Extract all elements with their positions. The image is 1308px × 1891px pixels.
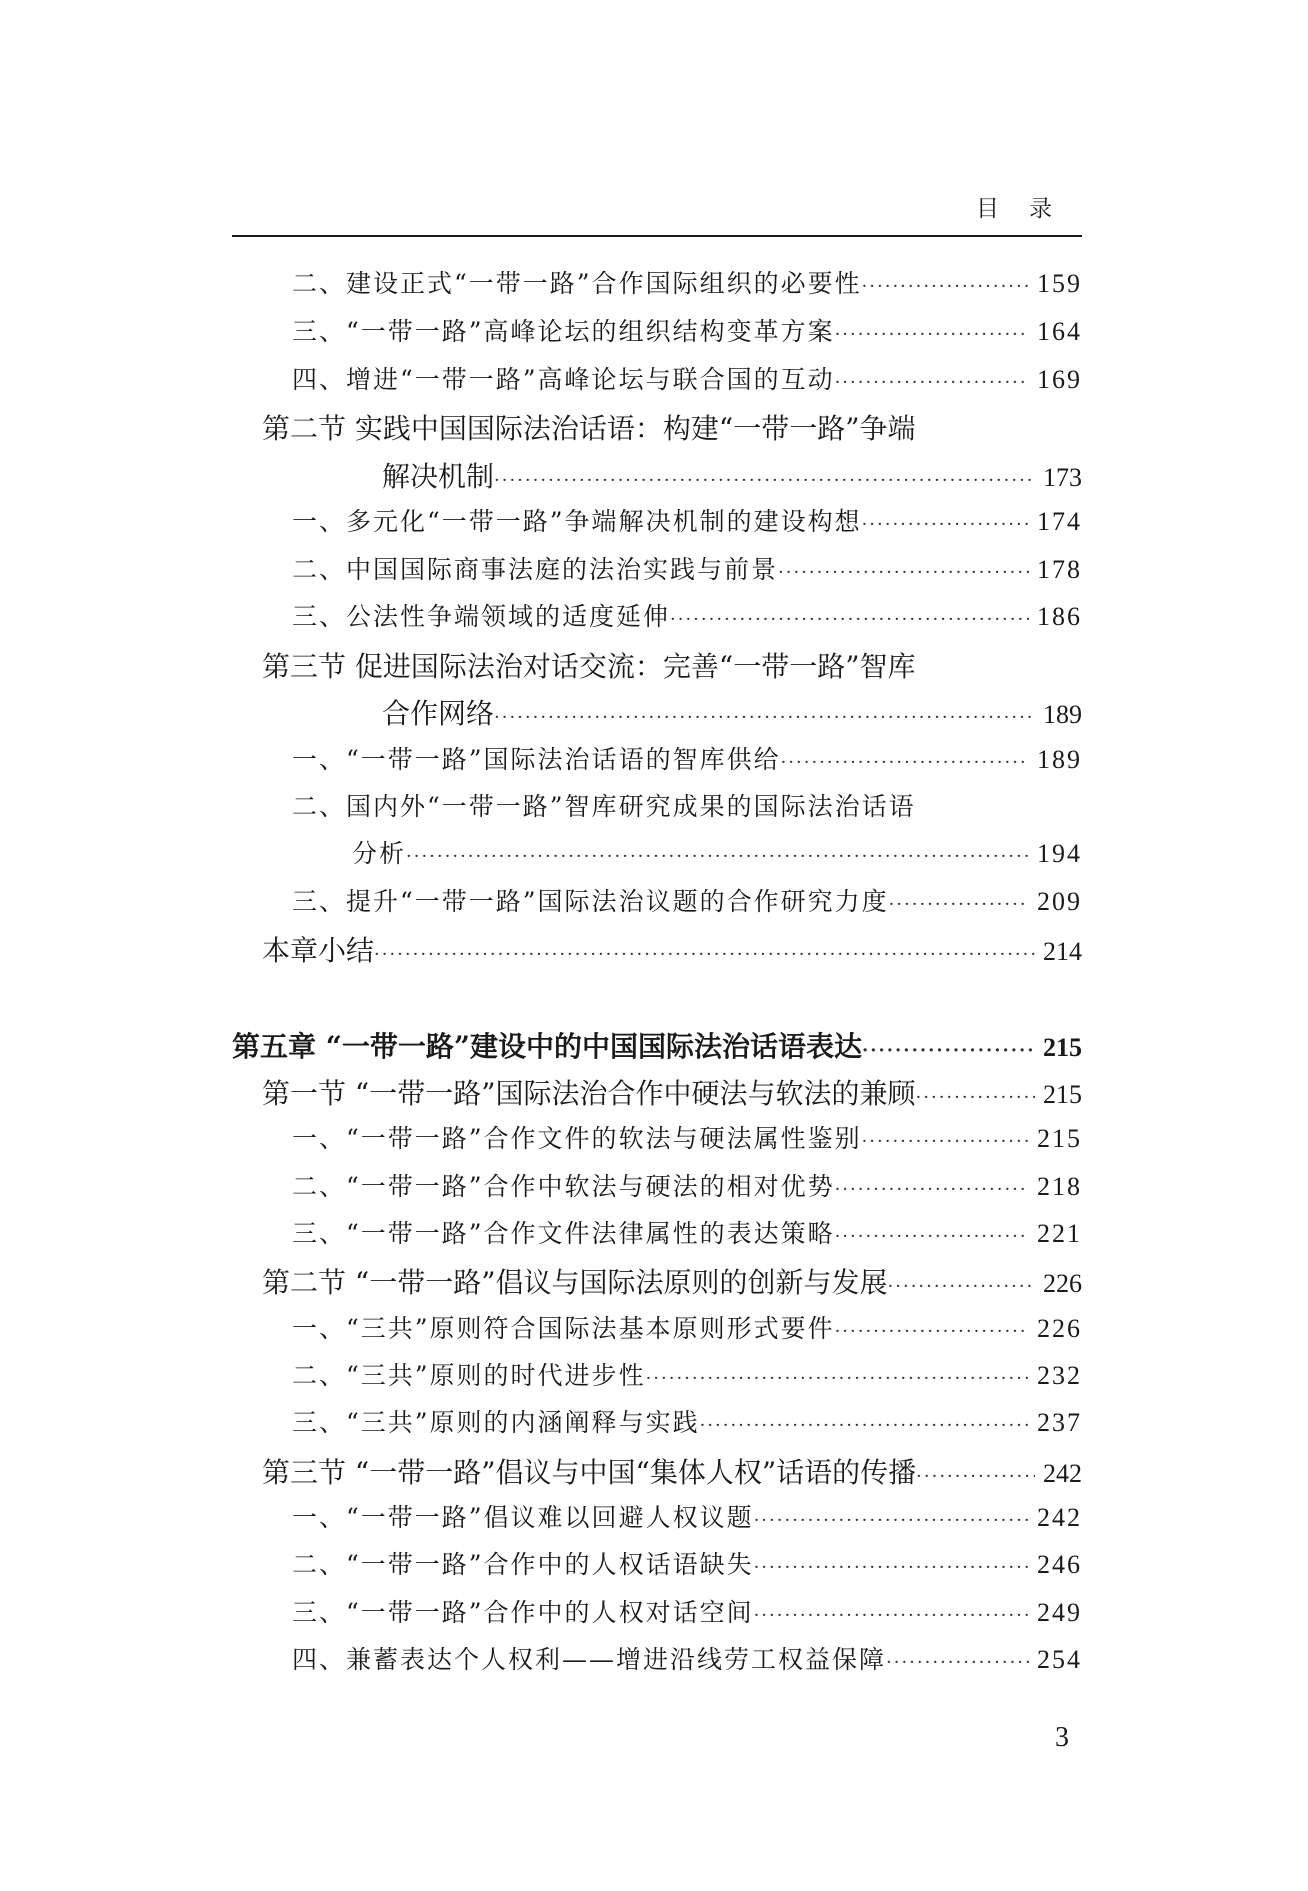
toc-entry[interactable] [382, 455, 1082, 499]
toc-entry[interactable] [292, 787, 1082, 831]
toc-entry[interactable] [262, 407, 1082, 451]
dot-leader [916, 1466, 1035, 1487]
toc-entry[interactable] [292, 882, 1082, 926]
dot-leader [886, 1652, 1029, 1673]
dot-leader [888, 1276, 1035, 1297]
toc-entry-page: 246 [1037, 1550, 1082, 1579]
toc-entry[interactable] [292, 597, 1082, 641]
toc-entry-title: 分析 [352, 839, 407, 868]
toc-entry-page: 189 [1043, 700, 1082, 729]
dot-leader [862, 514, 1029, 535]
running-head: 目录 [976, 196, 1082, 222]
toc-entry[interactable] [262, 929, 1082, 973]
toc-entry[interactable] [292, 1593, 1082, 1637]
dot-leader [916, 1087, 1035, 1108]
dot-leader [646, 1368, 1029, 1389]
toc-entry-page: 173 [1043, 463, 1082, 492]
dot-leader [700, 1415, 1029, 1436]
toc-entry-page: 164 [1037, 317, 1082, 346]
page-number: 3 [1055, 1722, 1069, 1753]
dot-leader [835, 1179, 1029, 1200]
toc-entry[interactable] [292, 550, 1082, 594]
toc-entry[interactable] [292, 1640, 1082, 1684]
toc-entry-title: 第三节 促进国际法治对话交流：完善“一带一路”智库 [262, 650, 916, 683]
toc-entry-title: 一、“三共”原则符合国际法基本原则形式要件 [292, 1314, 835, 1343]
header-rule [232, 235, 1082, 237]
toc-entry-title: 解决机制 [382, 460, 495, 493]
toc-entry-page: 215 [1037, 1124, 1082, 1153]
toc-entry-title: 二、“一带一路”合作中的人权话语缺失 [292, 1550, 754, 1579]
toc-entry-page: 237 [1037, 1408, 1082, 1437]
toc-entry-title: 第三节 “一带一路”倡议与中国“集体人权”话语的传播 [262, 1456, 917, 1489]
toc-entry-title: 合作网络 [382, 697, 495, 730]
toc-entry[interactable] [292, 1119, 1082, 1163]
toc-entry-title: 第一节 “一带一路”国际法治合作中硬法与软法的兼顾 [262, 1077, 916, 1110]
toc-entry[interactable] [292, 360, 1082, 404]
toc-entry[interactable] [292, 312, 1082, 356]
toc-entry[interactable] [292, 1356, 1082, 1400]
dot-leader [781, 752, 1029, 773]
toc-entry-page: 189 [1037, 745, 1082, 774]
dot-leader [494, 707, 1035, 728]
toc-entry[interactable] [262, 645, 1082, 689]
toc-entry-title: 二、“一带一路”合作中软法与硬法的相对优势 [292, 1172, 835, 1201]
dot-leader [862, 276, 1029, 297]
dot-leader [835, 1321, 1029, 1342]
toc-entry-title: 二、中国国际商事法庭的法治实践与前景 [292, 555, 779, 584]
dot-leader [862, 1040, 1035, 1061]
toc-entry-title: 三、“一带一路”合作文件法律属性的表达策略 [292, 1219, 835, 1248]
toc-entry[interactable] [352, 834, 1082, 878]
toc-entry[interactable] [262, 1261, 1082, 1305]
toc-entry-page: 186 [1037, 602, 1082, 631]
toc-entry-page: 194 [1037, 839, 1082, 868]
toc-entry-page: 254 [1037, 1645, 1082, 1674]
toc-entry-page: 169 [1037, 365, 1082, 394]
toc-entry-page: 215 [1043, 1033, 1082, 1062]
toc-entry-page: 242 [1037, 1503, 1082, 1532]
toc-entry[interactable] [292, 740, 1082, 784]
toc-entry[interactable] [292, 1309, 1082, 1353]
dot-leader [835, 324, 1029, 345]
toc-entry-page: 242 [1043, 1459, 1082, 1488]
toc-entry-title: 一、“一带一路”倡议难以回避人权议题 [292, 1503, 754, 1532]
toc-entry-title: 三、“三共”原则的内涵阐释与实践 [292, 1408, 700, 1437]
toc-entry-page: 214 [1043, 937, 1082, 966]
toc-entry-page: 226 [1037, 1314, 1082, 1343]
toc-entry-page: 215 [1043, 1080, 1082, 1109]
dot-leader [754, 1557, 1029, 1578]
toc-entry-title: 二、国内外“一带一路”智库研究成果的国际法治话语 [292, 792, 916, 821]
toc-entry-title: 二、“三共”原则的时代进步性 [292, 1361, 646, 1390]
toc-entry-page: 174 [1037, 507, 1082, 536]
toc-entry-title: 一、多元化“一带一路”争端解决机制的建设构想 [292, 507, 862, 536]
toc-entry[interactable] [262, 1451, 1082, 1495]
toc-entry-title: 第五章 “一带一路”建设中的中国国际法治话语表达 [232, 1030, 862, 1063]
toc-entry-page: 226 [1043, 1269, 1082, 1298]
toc-entry-page: 159 [1037, 269, 1082, 298]
dot-leader [494, 470, 1035, 491]
toc-entry-title: 三、公法性争端领域的适度延伸 [292, 602, 671, 631]
toc-entry[interactable] [292, 502, 1082, 546]
toc-entry[interactable] [292, 1545, 1082, 1589]
toc-entry-title: 第二节 实践中国国际法治话语：构建“一带一路”争端 [262, 412, 916, 445]
toc-entry-title: 四、增进“一带一路”高峰论坛与联合国的互动 [292, 365, 835, 394]
toc-entry-page: 232 [1037, 1361, 1082, 1390]
toc-entry[interactable] [382, 692, 1082, 736]
toc-entry-title: 第二节 “一带一路”倡议与国际法原则的创新与发展 [262, 1266, 888, 1299]
dot-leader [374, 944, 1035, 965]
toc-entry-page: 178 [1037, 555, 1082, 584]
toc-entry-page: 218 [1037, 1172, 1082, 1201]
toc-entry-title: 本章小结 [262, 934, 375, 967]
dot-leader [406, 846, 1029, 867]
toc-entry-page: 221 [1037, 1219, 1082, 1248]
toc-entry[interactable] [292, 1498, 1082, 1542]
toc-entry-title: 一、“一带一路”国际法治话语的智库供给 [292, 745, 781, 774]
dot-leader [835, 372, 1029, 393]
toc-entry[interactable] [292, 264, 1082, 308]
toc-entry-title: 二、建设正式“一带一路”合作国际组织的必要性 [292, 269, 862, 298]
toc-entry-title: 三、提升“一带一路”国际法治议题的合作研究力度 [292, 887, 889, 916]
toc-entry-page: 249 [1037, 1598, 1082, 1627]
toc-entry-title: 四、兼蓄表达个人权利——增进沿线劳工权益保障 [292, 1645, 887, 1674]
toc-entry[interactable] [292, 1167, 1082, 1211]
toc-entry[interactable] [232, 1025, 1082, 1069]
dot-leader [670, 609, 1029, 630]
dot-leader [835, 1226, 1029, 1247]
toc-entry[interactable] [292, 1403, 1082, 1447]
dot-leader [862, 1131, 1029, 1152]
dot-leader [754, 1510, 1029, 1531]
dot-leader [754, 1605, 1029, 1626]
toc-entry-title: 一、“一带一路”合作文件的软法与硬法属性鉴别 [292, 1124, 862, 1153]
toc-entry[interactable] [262, 1072, 1082, 1116]
dot-leader [778, 562, 1029, 583]
toc-entry[interactable] [292, 1214, 1082, 1258]
toc-entry-page: 209 [1037, 887, 1082, 916]
toc-entry-title: 三、“一带一路”合作中的人权对话空间 [292, 1598, 754, 1627]
toc-entry-title: 三、“一带一路”高峰论坛的组织结构变革方案 [292, 317, 835, 346]
dot-leader [889, 894, 1029, 915]
